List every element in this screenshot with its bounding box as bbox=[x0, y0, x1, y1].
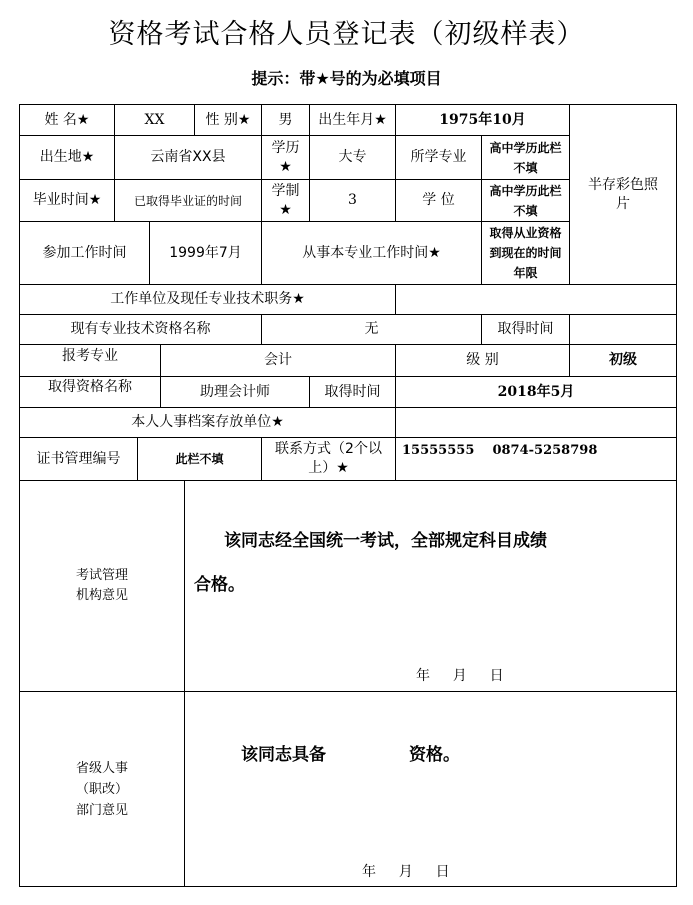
hr-opinion-text-b: 资格。 bbox=[409, 745, 460, 765]
duration-label-text: 学制★ bbox=[271, 182, 300, 218]
qual-name-label: 取得资格名称 bbox=[20, 377, 161, 408]
hr-opinion-body bbox=[185, 692, 676, 886]
level-label: 级 别 bbox=[396, 345, 570, 377]
work-start-value[interactable]: 1999年7月 bbox=[150, 222, 262, 285]
birth-value[interactable]: 1975年10月 bbox=[396, 105, 570, 136]
current-qual-value[interactable]: 无 bbox=[262, 315, 482, 345]
birth-label: 出生年月★ bbox=[310, 105, 396, 136]
hr-opinion-label bbox=[20, 692, 185, 886]
archive-value[interactable] bbox=[396, 408, 676, 438]
level-value[interactable]: 初级 bbox=[570, 345, 676, 377]
exam-opinion-line2: 合格。 bbox=[194, 575, 245, 595]
exam-opinion-line1: 该同志经全国统一考试，全部规定科目成绩 bbox=[224, 531, 547, 551]
gender-label: 性 别★ bbox=[195, 105, 262, 136]
exam-major-value[interactable]: 会计 bbox=[161, 345, 396, 377]
major-value[interactable]: 高中学历此栏不填 bbox=[482, 136, 570, 180]
major-label: 所学专业 bbox=[396, 136, 482, 180]
exam-opinion-date: 年 月 日 bbox=[416, 668, 505, 684]
gender-value[interactable]: 男 bbox=[262, 105, 310, 136]
exam-opinion-label bbox=[20, 481, 185, 692]
cert-number-label: 证书管理编号 bbox=[20, 438, 138, 481]
contact-value[interactable]: 15555555 0874-5258798 bbox=[396, 438, 676, 481]
hr-opinion-date: 年 月 日 bbox=[362, 864, 451, 880]
hr-opinion-text-a: 该同志具备 bbox=[241, 745, 326, 765]
work-start-label: 参加工作时间 bbox=[20, 222, 150, 285]
birthplace-value[interactable]: 云南省XX县 bbox=[115, 136, 262, 180]
degree-label: 学 位 bbox=[396, 180, 482, 222]
birthplace-label: 出生地★ bbox=[20, 136, 115, 180]
qual-time-label: 取得时间 bbox=[310, 377, 396, 408]
archive-label: 本人人事档案存放单位★ bbox=[20, 408, 396, 438]
current-qual-label: 现有专业技术资格名称 bbox=[20, 315, 262, 345]
prof-work-label: 从事本专业工作时间★ bbox=[262, 222, 482, 285]
qual-name-value[interactable]: 助理会计师 bbox=[161, 377, 310, 408]
photo-label: 半存彩色照片 bbox=[588, 176, 658, 212]
degree-value[interactable]: 高中学历此栏不填 bbox=[482, 180, 570, 222]
form-title: 资格考试合格人员登记表（初级样表） bbox=[108, 19, 585, 50]
education-value[interactable]: 大专 bbox=[310, 136, 396, 180]
exam-opinion-label-text: 考试管理机构意见 bbox=[75, 568, 128, 603]
exam-major-label: 报考专业 bbox=[20, 345, 161, 377]
prof-work-value[interactable]: 取得从业资格到现在的时间年限 bbox=[482, 222, 570, 285]
cert-number-value[interactable]: 此栏不填 bbox=[138, 438, 262, 481]
photo-cell bbox=[570, 105, 676, 285]
qual-time-value[interactable]: 2018年5月 bbox=[396, 377, 676, 408]
registration-table bbox=[19, 104, 677, 887]
employer-value[interactable] bbox=[396, 285, 676, 315]
grad-label: 毕业时间★ bbox=[20, 180, 115, 222]
education-label-text: 学历★ bbox=[271, 139, 300, 175]
form-hint: 提示：带★号的为必填项目 bbox=[251, 69, 442, 88]
obtain-time-label: 取得时间 bbox=[482, 315, 570, 345]
contact-label-text: 联系方式（2个以上）★ bbox=[275, 441, 382, 476]
duration-value[interactable]: 3 bbox=[310, 180, 396, 222]
name-value[interactable]: XX bbox=[115, 105, 195, 136]
education-label bbox=[262, 136, 310, 180]
grad-value[interactable]: 已取得毕业证的时间 bbox=[115, 180, 262, 222]
duration-label bbox=[262, 180, 310, 222]
employer-label: 工作单位及现任专业技术职务★ bbox=[20, 285, 396, 315]
hr-opinion-label-text: 省级人事（职改）部门意见 bbox=[75, 760, 128, 818]
contact-label bbox=[262, 438, 396, 481]
obtain-time-value[interactable] bbox=[570, 315, 676, 345]
name-label: 姓 名★ bbox=[20, 105, 115, 136]
exam-opinion-body bbox=[185, 481, 676, 692]
